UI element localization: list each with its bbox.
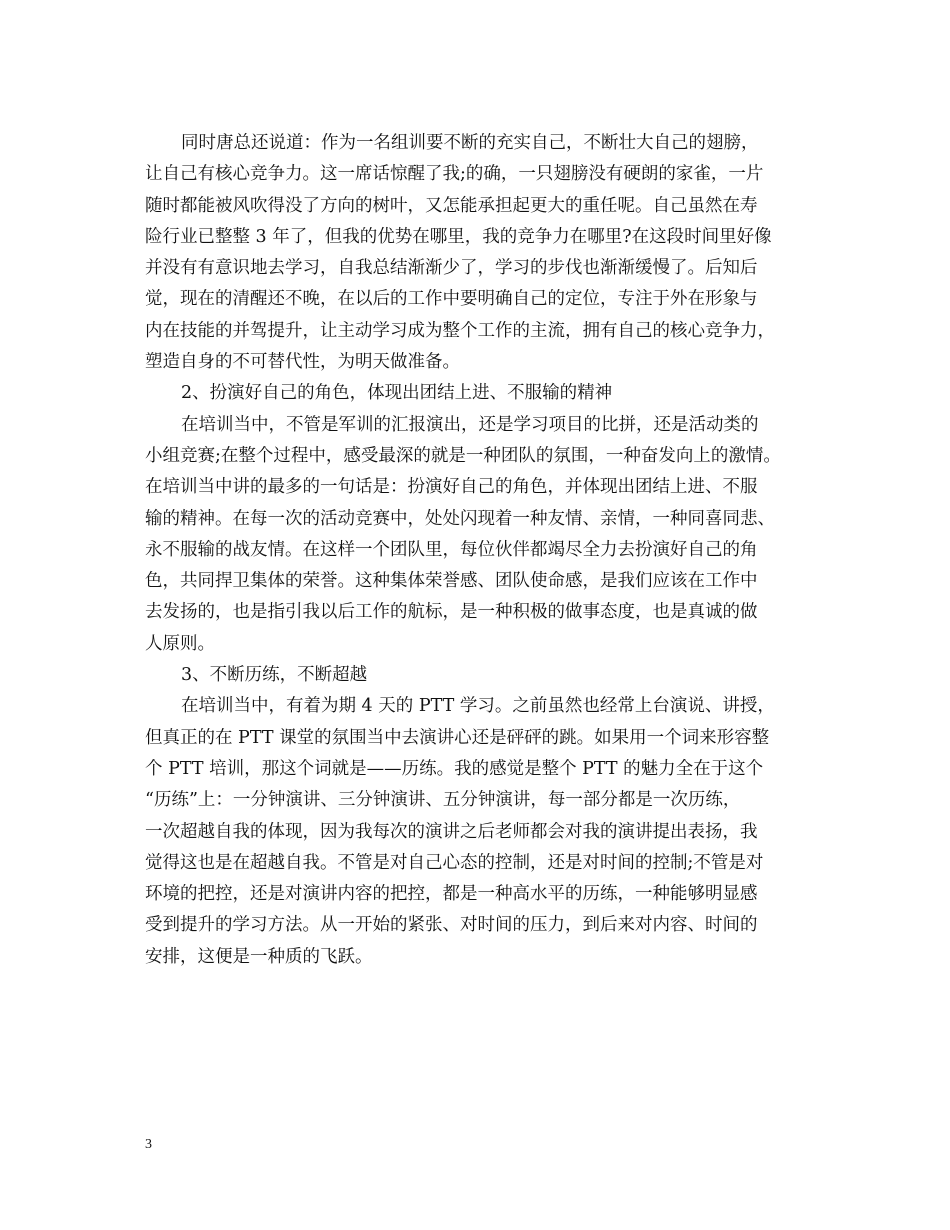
text-line: 受到提升的学习方法。从一开始的紧张、对时间的压力，到后来对内容、时间的 [145,915,758,936]
text-line: 永不服输的战友情。在这样一个团队里，每位伙伴都竭尽全力去扮演好自己的角 [145,539,758,560]
text-line: 输的精神。在每一次的活动竞赛中，处处闪现着一种友情、亲情，一种同喜同悲、 [145,508,775,529]
text-line: 环境的把控，还是对演讲内容的把控，都是一种高水平的历练，一种能够明显感 [145,884,758,905]
text-line: 在培训当中讲的最多的一句话是：扮演好自己的角色，并体现出团结上进、不服 [145,477,758,498]
text-line: 在培训当中，不管是军训的汇报演出，还是学习项目的比拼，还是活动类的 [181,414,759,435]
text-line: 险行业已整整 3 年了，但我的优势在哪里，我的竞争力在哪里?在这段时间里好像 [145,226,772,247]
text-line: 2、扮演好自己的角色，体现出团结上进、不服输的精神 [181,383,613,404]
text-line: 觉，现在的清醒还不晚，在以后的工作中要明确自己的定位，专注于外在形象与 [145,289,758,310]
text-line: 色，共同捍卫集体的荣誉。这种集体荣誉感、团队使命感，是我们应该在工作中 [145,571,758,592]
text-line: 塑造自身的不可替代性，为明天做准备。 [145,352,460,373]
text-line: 同时唐总还说道：作为一名组训要不断的充实自己，不断壮大自己的翅膀， [181,133,759,153]
text-line: “历练”上：一分钟演讲、三分钟演讲、五分钟演讲，每一部分都是一次历练， [145,790,741,811]
text-line: 但真正的在 PTT 课堂的氛围当中去演讲心还是砰砰的跳。如果用一个词来形容整 [145,727,770,748]
text-line: 个 PTT 培训，那这个词就是——历练。我的感觉是整个 PTT 的魅力全在于这个 [145,758,764,779]
text-line: 一次超越自我的体现，因为我每次的演讲之后老师都会对我的演讲提出表扬，我 [145,821,758,842]
page-number: 3 [145,1137,152,1152]
text-line: 3、不断历练，不断超越 [181,665,368,686]
text-line: 去发扬的，也是指引我以后工作的航标，是一种积极的做事态度，也是真诚的做 [145,602,758,623]
text-line: 随时都能被风吹得没了方向的树叶，又怎能承担起更大的重任呢。自己虽然在寿 [145,195,758,216]
text-line: 让自己有核心竞争力。这一席话惊醒了我;的确，一只翅膀没有硬朗的家雀，一片 [145,164,764,185]
text-line: 觉得这也是在超越自我。不管是对自己心态的控制，还是对时间的控制;不管是对 [145,852,764,873]
text-line: 人原则。 [145,633,215,654]
document-body [145,128,810,973]
text-line: 安排，这便是一种质的飞跃。 [145,946,373,967]
text-line: 在培训当中，有着为期 4 天的 PTT 学习。之前虽然也经常上台演说、讲授， [181,696,775,717]
text-line: 小组竞赛;在整个过程中，感受最深的就是一种团队的氛围，一种奋发向上的激情。 [145,445,781,466]
text-line: 内在技能的并驾提升，让主动学习成为整个工作的主流，拥有自己的核心竞争力， [145,320,775,341]
text-line: 并没有有意识地去学习，自我总结渐渐少了，学习的步伐也渐渐缓慢了。后知后 [145,258,758,279]
